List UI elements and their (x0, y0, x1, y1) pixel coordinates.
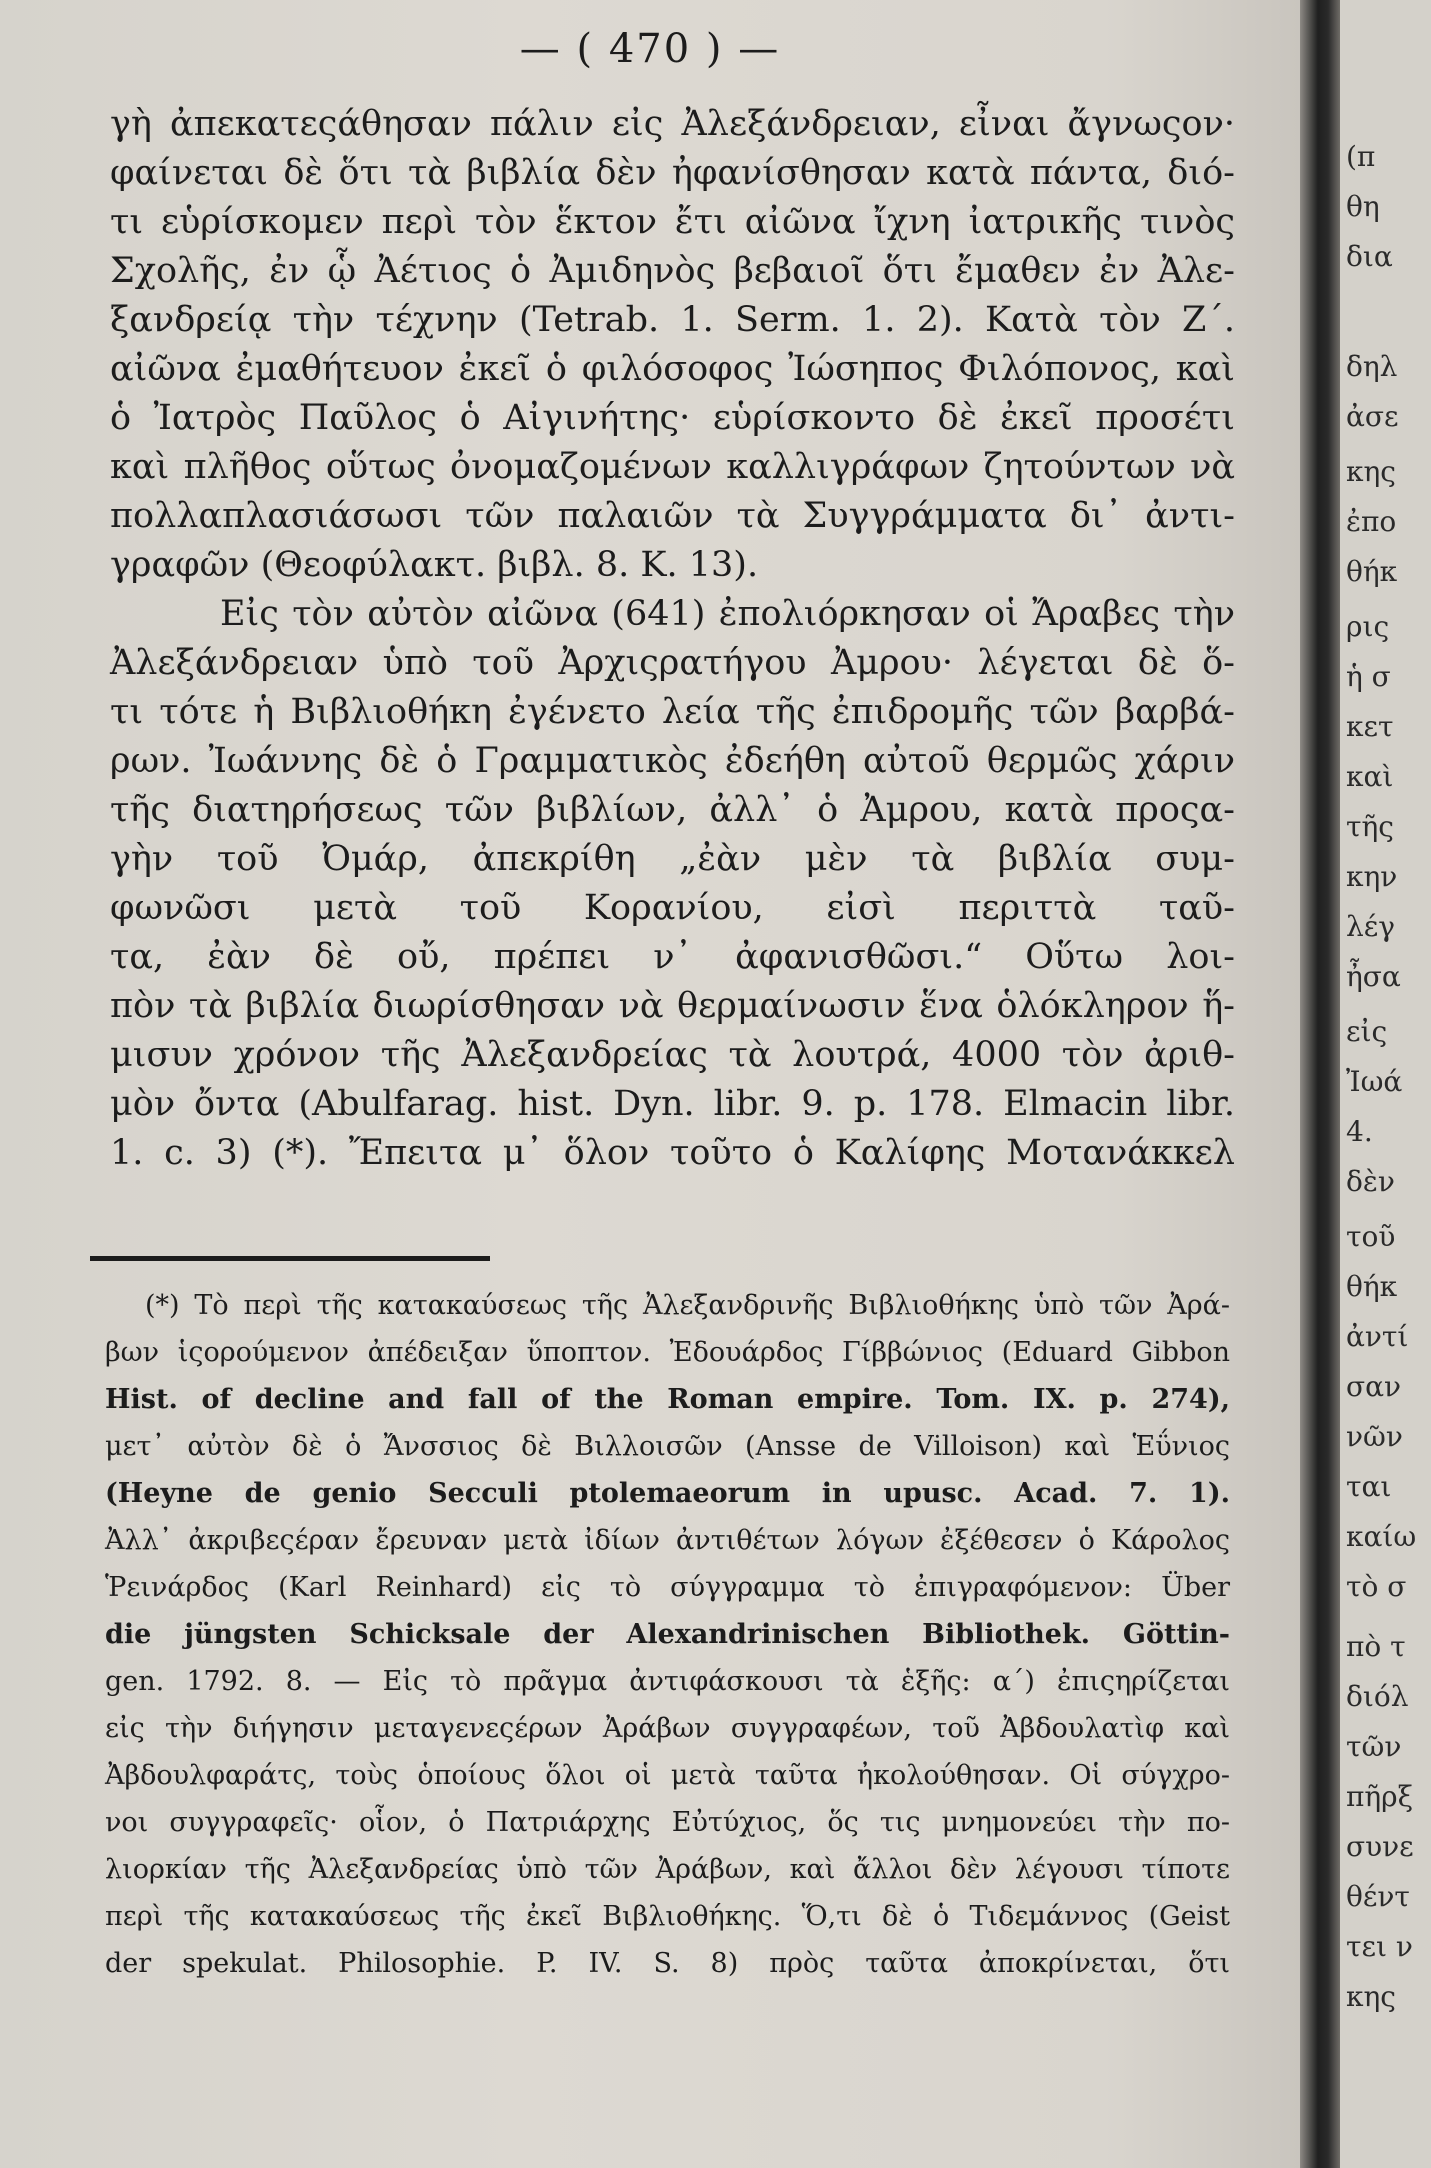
body-line: πολλαπλασιάσωσι τῶν παλαιῶν τὰ Συγγράμματα δι᾽ ἀντι- (110, 496, 1235, 536)
footnote-line: die jüngsten Schicksale der Alexandrinischen Bibliothek. Göttin- (105, 1619, 1230, 1650)
spaced-quote-line: τα, ἐὰν δὲ οὔ, πρέπει ν᾽ ἀφανισθῶσι.“ Οὕτω λοι- (110, 937, 1235, 977)
adjacent-fragment: τει ν (1346, 1930, 1413, 1963)
adjacent-fragment: θήκ (1346, 555, 1398, 588)
footnote-line: μετ᾽ αὐτὸν δὲ ὁ Ἄνσσιος δὲ Βιλλοισῶν (Ansse de Villoison) καὶ Ἑΰνιος (105, 1431, 1230, 1462)
adjacent-fragment: ρις (1346, 610, 1390, 643)
adjacent-page-edge (1340, 0, 1431, 2168)
adjacent-fragment: θήκ (1346, 1270, 1398, 1303)
adjacent-fragment: τὸ σ (1346, 1570, 1407, 1603)
adjacent-fragment: θέντ (1346, 1880, 1410, 1913)
adjacent-fragment: καὶ (1346, 760, 1394, 793)
footnote-line: (*) Τὸ περὶ τῆς κατακαύσεως τῆς Ἀλεξανδρινῆς Βιβλιοθήκης ὑπὸ τῶν Ἀρά- (145, 1290, 1230, 1321)
adjacent-fragment: κην (1346, 860, 1398, 893)
body-line: αἰῶνα ἐμαθήτευον ἐκεῖ ὁ φιλόσοφος Ἰώσηπος Φιλόπονος, καὶ (110, 349, 1235, 389)
adjacent-fragment: 4. (1346, 1115, 1373, 1148)
adjacent-fragment: διόλ (1346, 1680, 1409, 1713)
body-line: Σχολῆς, ἐν ᾧ Ἀέτιος ὁ Ἀμιδηνὸς βεβαιοῖ ὅτι ἔμαθεν ἐν Ἀλε- (110, 251, 1235, 291)
body-line: μὸν ὄντα (Abulfarag. hist. Dyn. libr. 9. p. 178. Elmacin libr. (110, 1084, 1235, 1124)
body-line: μισυν χρόνον τῆς Ἀλεξανδρείας τὰ λουτρά, 4000 τὸν ἀριθ- (110, 1035, 1235, 1075)
body-line: τι εὑρίσκομεν περὶ τὸν ἕκτον ἔτι αἰῶνα ἴχνη ἰατρικῆς τινὸς (110, 202, 1235, 242)
adjacent-fragment: ἡ σ (1346, 660, 1391, 693)
footnote-line: Ἀλλ᾽ ἀκριβεςέραν ἔρευναν μετὰ ἰδίων ἀντιθέτων λόγων ἐξέθεσεν ὁ Κάρολος (105, 1525, 1230, 1556)
body-line: καὶ πλῆθος οὕτως ὀνομαζομένων καλλιγράφων ζητούντων νὰ (110, 447, 1235, 487)
body-text (110, 100, 1235, 1178)
body-line: ὁ Ἰατρὸς Παῦλος ὁ Αἰγινήτης· εὑρίσκοντο δὲ ἐκεῖ προσέτι (110, 398, 1235, 438)
adjacent-fragment: ἀσε (1346, 400, 1399, 433)
spaced-quote-line: φωνῶσι μετὰ τοῦ Κορανίου, εἰσὶ περιττὰ ταῦ- (110, 888, 1235, 928)
body-line: γραφῶν (Θεοφύλακτ. βιβλ. 8. Κ. 13). (110, 545, 759, 585)
adjacent-fragment: τῶν (1346, 1730, 1402, 1763)
adjacent-fragment: πῆρξ (1346, 1780, 1414, 1813)
footnote-line: der spekulat. Philosophie. P. IV. S. 8) πρὸς ταῦτα ἀποκρίνεται, ὅτι (105, 1948, 1230, 1979)
footnote (105, 1282, 1230, 1987)
body-line: ρων. Ἰωάννης δὲ ὁ Γραμματικὸς ἐδεήθη αὐτοῦ θερμῶς χάριν (110, 741, 1235, 781)
adjacent-fragment: πὸ τ (1346, 1630, 1406, 1663)
footnote-line: Ἀβδουλφαράτς, τοὺς ὁποίους ὅλοι οἱ μετὰ ταῦτα ἠκολούθησαν. Οἱ σύγχρο- (105, 1760, 1230, 1791)
body-line: πὸν τὰ βιβλία διωρίσθησαν νὰ θερμαίνωσιν ἕνα ὁλόκληρον ἥ- (110, 986, 1235, 1026)
footnote-line: (Heyne de genio Secculi ptolemaeorum in upusc. Acad. 7. 1). (105, 1478, 1230, 1509)
adjacent-fragment: τῆς (1346, 810, 1394, 843)
adjacent-fragment: ἐπο (1346, 505, 1397, 538)
footnote-line: βων ἱςορούμενον ἀπέδειξαν ὕποπτον. Ἐδουάρδος Γίββώνιος (Eduard Gibbon (105, 1337, 1230, 1368)
body-line: γὴ ἀπεκατεςάθησαν πάλιν εἰς Ἀλεξάνδρειαν, εἶναι ἄγνωςον· (110, 104, 1235, 144)
footnote-line: Hist. of decline and fall of the Roman empire. Tom. IX. p. 274), (105, 1384, 1230, 1415)
adjacent-fragment: θη (1346, 190, 1380, 223)
adjacent-fragment: ἀντί (1346, 1320, 1409, 1353)
paragraph-start: Εἰς τὸν αὐτὸν αἰῶνα (641) ἐπολιόρκησαν οἱ Ἄραβες τὴν (220, 594, 1235, 634)
page-header: — ( 470 ) — (519, 26, 781, 72)
adjacent-fragment: συνε (1346, 1830, 1414, 1863)
adjacent-fragment: ται (1346, 1470, 1392, 1503)
spaced-quote-line: γὴν τοῦ Ὀμάρ, ἀπεκρίθη „ἐὰν μὲν τὰ βιβλία συμ- (110, 839, 1235, 879)
body-line: Ἀλεξάνδρειαν ὑπὸ τοῦ Ἀρχιςρατήγου Ἀμρου· λέγεται δὲ ὅ- (110, 643, 1235, 683)
footnote-line: Ῥεινάρδος (Karl Reinhard) εἰς τὸ σύγγραμμα τὸ ἐπιγραφόμενον: Über (105, 1572, 1230, 1603)
adjacent-fragment: Ἰωά (1346, 1065, 1403, 1098)
footnote-line: gen. 1792. 8. — Εἰς τὸ πρᾶγμα ἀντιφάσκουσι τὰ ἑξῆς: α´) ἐπιςηρίζεται (105, 1666, 1230, 1697)
footnote-line: νοι συγγραφεῖς· οἷον, ὁ Πατριάρχης Εὐτύχιος, ὅς τις μνημονεύει τὴν πο- (105, 1807, 1230, 1838)
adjacent-fragment: τοῦ (1346, 1220, 1396, 1253)
adjacent-fragment: δια (1346, 240, 1393, 273)
footnote-line: περὶ τῆς κατακαύσεως τῆς ἐκεῖ Βιβλιοθήκης. Ὅ,τι δὲ ὁ Τιδεμάννος (Geist (105, 1901, 1230, 1932)
adjacent-fragment: κης (1346, 1980, 1396, 2013)
adjacent-fragment: δὲν (1346, 1165, 1395, 1198)
footnote-line: εἰς τὴν διήγησιν μεταγενεςέρων Ἀράβων συγγραφέων, τοῦ Ἀβδουλατὶφ καὶ (105, 1713, 1230, 1744)
adjacent-fragment: εἰς (1346, 1015, 1388, 1048)
adjacent-fragment: καίω (1346, 1520, 1417, 1553)
adjacent-fragment: (π (1346, 140, 1376, 173)
adjacent-fragment: λέγ (1346, 910, 1395, 943)
body-line: ξανδρείᾳ τὴν τέχνην (Tetrab. 1. Serm. 1. 2). Κατὰ τὸν Ζ´. (110, 300, 1235, 340)
footnote-rule (90, 1256, 490, 1261)
book-gutter (1300, 0, 1340, 2168)
adjacent-fragment: κης (1346, 455, 1396, 488)
adjacent-fragment: νῶν (1346, 1420, 1403, 1453)
adjacent-fragment: ἦσα (1346, 960, 1401, 993)
adjacent-fragment: σαν (1346, 1370, 1402, 1403)
body-line: 1. c. 3) (*). Ἔπειτα μ᾽ ὅλον τοῦτο ὁ Καλίφης Μοτανάκκελ (110, 1133, 1235, 1173)
adjacent-fragment: δηλ (1346, 350, 1398, 383)
adjacent-fragment: κετ (1346, 710, 1394, 743)
footnote-line: λιορκίαν τῆς Ἀλεξανδρείας ὑπὸ τῶν Ἀράβων, καὶ ἄλλοι δὲν λέγουσι τίποτε (105, 1854, 1230, 1885)
body-line: τι τότε ἡ Βιβλιοθήκη ἐγένετο λεία τῆς ἐπιδρομῆς τῶν βαρβά- (110, 692, 1235, 732)
body-line: τῆς διατηρήσεως τῶν βιβλίων, ἀλλ᾽ ὁ Ἀμρου, κατὰ προςα- (110, 790, 1235, 830)
body-line: φαίνεται δὲ ὅτι τὰ βιβλία δὲν ἠφανίσθησαν κατὰ πάντα, διό- (110, 153, 1235, 193)
